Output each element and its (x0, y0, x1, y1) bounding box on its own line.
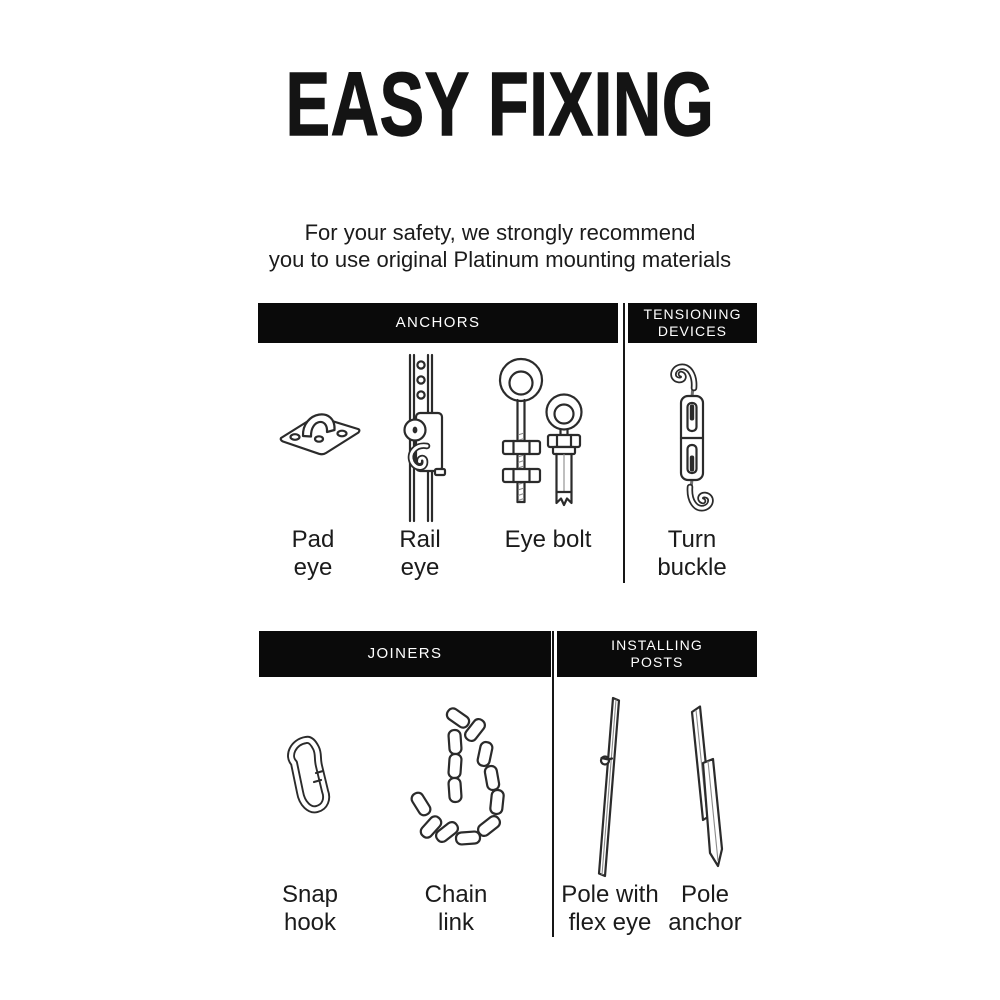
label-pole-with-flex-eye: Pole with flex eye (561, 881, 659, 936)
pole-with-flex-eye-icon (592, 695, 630, 880)
snap-hook-icon (283, 732, 341, 824)
label-pole-anchor: Pole anchor (668, 881, 742, 936)
label-snap-hook: Snap hook (281, 881, 339, 936)
pole-anchor-icon (678, 703, 728, 873)
rail-eye-icon (392, 353, 450, 523)
section-header-installing-posts: INSTALLING POSTS (557, 631, 757, 677)
label-turn-buckle: Turn buckle (657, 526, 727, 581)
turn-buckle-icon (660, 356, 724, 518)
section-header-tensioning-devices: TENSIONING DEVICES (628, 303, 757, 343)
subtitle: For your safety, we strongly recommend you to use original Platinum mounting materials (268, 220, 732, 272)
divider-row1 (623, 303, 625, 583)
label-rail-eye: Rail eye (399, 526, 441, 581)
divider-row2 (552, 631, 554, 937)
page-title: EASY FIXING (285, 55, 715, 155)
pad-eye-icon (272, 396, 367, 468)
label-chain-link: Chain link (424, 881, 488, 936)
label-pad-eye: Pad eye (291, 526, 335, 581)
chain-link-icon (408, 705, 508, 853)
section-header-joiners: JOINERS (259, 631, 551, 677)
label-eye-bolt: Eye bolt (504, 526, 592, 553)
eye-bolt-icon (494, 353, 589, 523)
section-header-anchors: ANCHORS (258, 303, 618, 343)
